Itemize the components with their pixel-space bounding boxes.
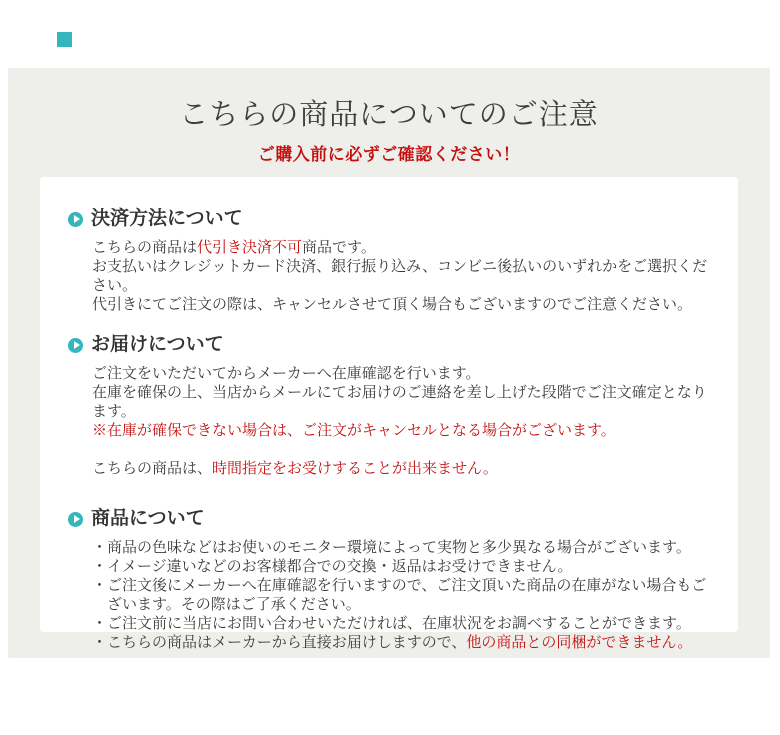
body-line: [92, 238, 713, 257]
bullet-marker: ・: [92, 577, 108, 594]
notice-card: [40, 177, 738, 651]
play-circle-icon: [68, 212, 83, 227]
play-triangle: [74, 515, 80, 523]
body-line: [92, 364, 713, 383]
text-segment: ご注文前に当店にお問い合わせいただければ、在庫状況をお調べすることができます。: [107, 615, 691, 632]
bullet-item: [92, 633, 713, 652]
body-line-note: [92, 459, 713, 478]
red-text-segment: 他の商品との同梱ができません。: [466, 634, 693, 651]
notice-panel: [8, 68, 770, 658]
play-triangle: [74, 215, 80, 223]
body-line: [92, 295, 713, 314]
bullet-item: [92, 538, 713, 557]
play-circle-icon: [68, 338, 83, 353]
red-text-segment: 時間指定をお受けすることが出来ません。: [212, 460, 498, 477]
section-body: [92, 364, 713, 478]
teal-corner-mark: [57, 32, 72, 47]
bullet-marker: ・: [92, 634, 108, 651]
text-segment: ご注文後にメーカーへ在庫確認を行いますので、ご注文頂いた商品の在庫がない場合もございます。その際はご了承ください。: [107, 577, 707, 613]
text-segment: 商品です。: [302, 239, 376, 256]
text-segment: イメージ違いなどのお客様都合での交換・返品はお受けできません。: [107, 558, 573, 575]
notice-header: [8, 68, 770, 165]
text-segment: 代引きにてご注文の際は、キャンセルさせて頂く場合もございますのでご注意ください。: [92, 296, 693, 313]
bullet-item: [92, 576, 713, 614]
page-subtitle: ご購入前に必ずご確認ください！: [257, 144, 521, 164]
bullet-marker: ・: [92, 615, 108, 632]
bullet-marker: ・: [92, 539, 108, 556]
play-triangle: [74, 341, 80, 349]
section-heading-label: お届けについて: [91, 334, 224, 355]
text-segment: こちらの商品は: [92, 239, 198, 256]
text-segment: お支払いはクレジットカード決済、銀行振り込み、コンビニ後払いのいずれかをご選択ください。: [92, 258, 708, 294]
text-segment: 在庫を確保の上、当店からメールにてお届けのご連絡を差し上げた段階でご注文確定となります。: [92, 384, 707, 420]
bullet-item: [92, 614, 713, 633]
section-heading: [68, 208, 713, 230]
section-heading-label: 商品について: [91, 508, 205, 529]
page-title: こちらの商品についてのご注意: [179, 99, 599, 131]
section-heading: [68, 334, 713, 356]
section-heading-label: 決済方法について: [91, 208, 243, 229]
red-text-segment: 代引き決済不可: [197, 239, 303, 256]
section-heading: [68, 508, 713, 530]
section-payment: [68, 208, 713, 314]
text-segment: 商品の色味などはお使いのモニター環境によって実物と多少異なる場合がございます。: [107, 539, 691, 556]
section-products: [68, 508, 713, 652]
text-segment: こちらの商品は、: [92, 460, 213, 477]
play-circle-icon: [68, 512, 83, 527]
section-body: [92, 538, 713, 652]
body-line: [92, 383, 713, 421]
red-text-segment: ※在庫が確保できない場合は、ご注文がキャンセルとなる場合がございます。: [92, 422, 616, 439]
text-segment: こちらの商品はメーカーから直接お届けしますので、: [107, 634, 467, 651]
bullet-item: [92, 557, 713, 576]
body-line: [92, 257, 713, 295]
body-line: [92, 421, 713, 440]
bullet-marker: ・: [92, 558, 108, 575]
section-shipping: [68, 334, 713, 478]
section-body: [92, 238, 713, 314]
text-segment: ご注文をいただいてからメーカーへ在庫確認を行います。: [92, 365, 481, 382]
